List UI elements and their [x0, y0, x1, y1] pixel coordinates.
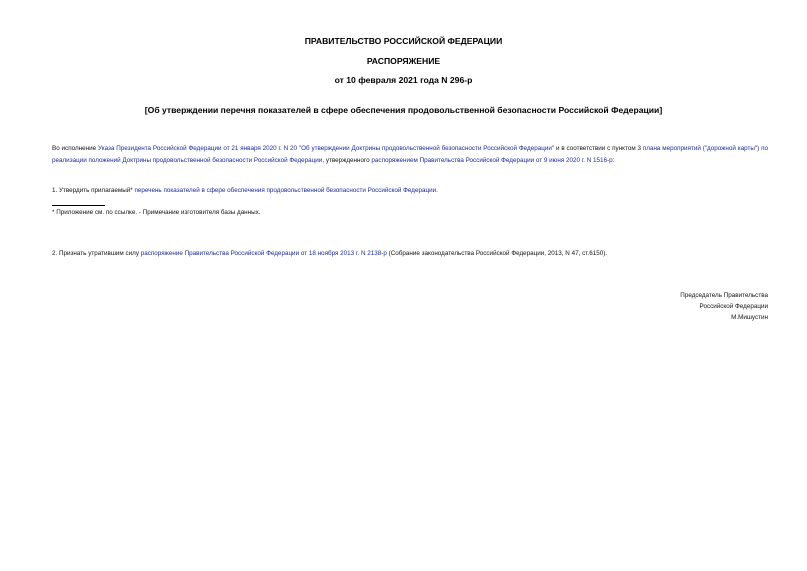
document-date-number: от 10 февраля 2021 года N 296-р — [334, 75, 473, 85]
document-type-heading: РАСПОРЯЖЕНИЕ — [366, 56, 441, 66]
government-heading: ПРАВИТЕЛЬСТВО РОССИЙСКОЙ ФЕДЕРАЦИИ — [304, 36, 503, 46]
signature-position: Председатель Правительства — [680, 292, 768, 299]
preamble-text-3: , утвержденного — [322, 157, 372, 164]
roadmap-plan-link[interactable]: плана мероприятий ("дорожной карты") по реализации положений Доктрины продовольственной безопасности Российской Федерации — [52, 145, 768, 164]
document-title: [Об утверждении перечня показателей в сфере обеспечения продовольственной безопасности Российской Федерации] — [144, 105, 663, 115]
item-2-paragraph — [52, 248, 768, 260]
footnote-text: * Приложение см. по ссылке. - Примечание изготовителя базы данных. — [52, 209, 261, 216]
item-2-end: (Собрание законодательства Российской Федерации, 2013, N 47, ст.6150). — [386, 250, 608, 257]
item-1-text: 1. Утвердить прилагаемый* — [52, 187, 135, 194]
signature-name: М.Мишустин — [731, 314, 768, 321]
preamble-text-1: Во исполнение — [52, 145, 98, 152]
signature-country: Российской Федерации — [699, 303, 768, 310]
item-1-end: . — [436, 187, 438, 194]
government-order-2138-link[interactable]: распоряжение Правительства Российской Федерации от 18 ноября 2013 г. N 2138-р — [140, 250, 387, 257]
indicators-list-link[interactable]: перечень показателей в сфере обеспечения продовольственной безопасности Российской Федерации — [134, 187, 437, 194]
item-1-paragraph — [52, 185, 768, 197]
government-order-1516-link[interactable]: распоряжением Правительства Российской Федерации от 9 июня 2020 г. N 1516-р — [371, 157, 613, 164]
presidential-decree-link[interactable]: Указа Президента Российской Федерации от 21 января 2020 г. N 20 "Об утверждении Доктрины продовольственной безопасности Российской Федерации" — [98, 145, 555, 152]
preamble-text-2: и в соответствии с пунктом 3 — [554, 145, 643, 152]
footnote-divider — [52, 205, 105, 206]
item-2-text: 2. Признать утратившим силу — [52, 250, 141, 257]
preamble-paragraph — [52, 143, 768, 167]
preamble-text-4: : — [612, 157, 615, 164]
